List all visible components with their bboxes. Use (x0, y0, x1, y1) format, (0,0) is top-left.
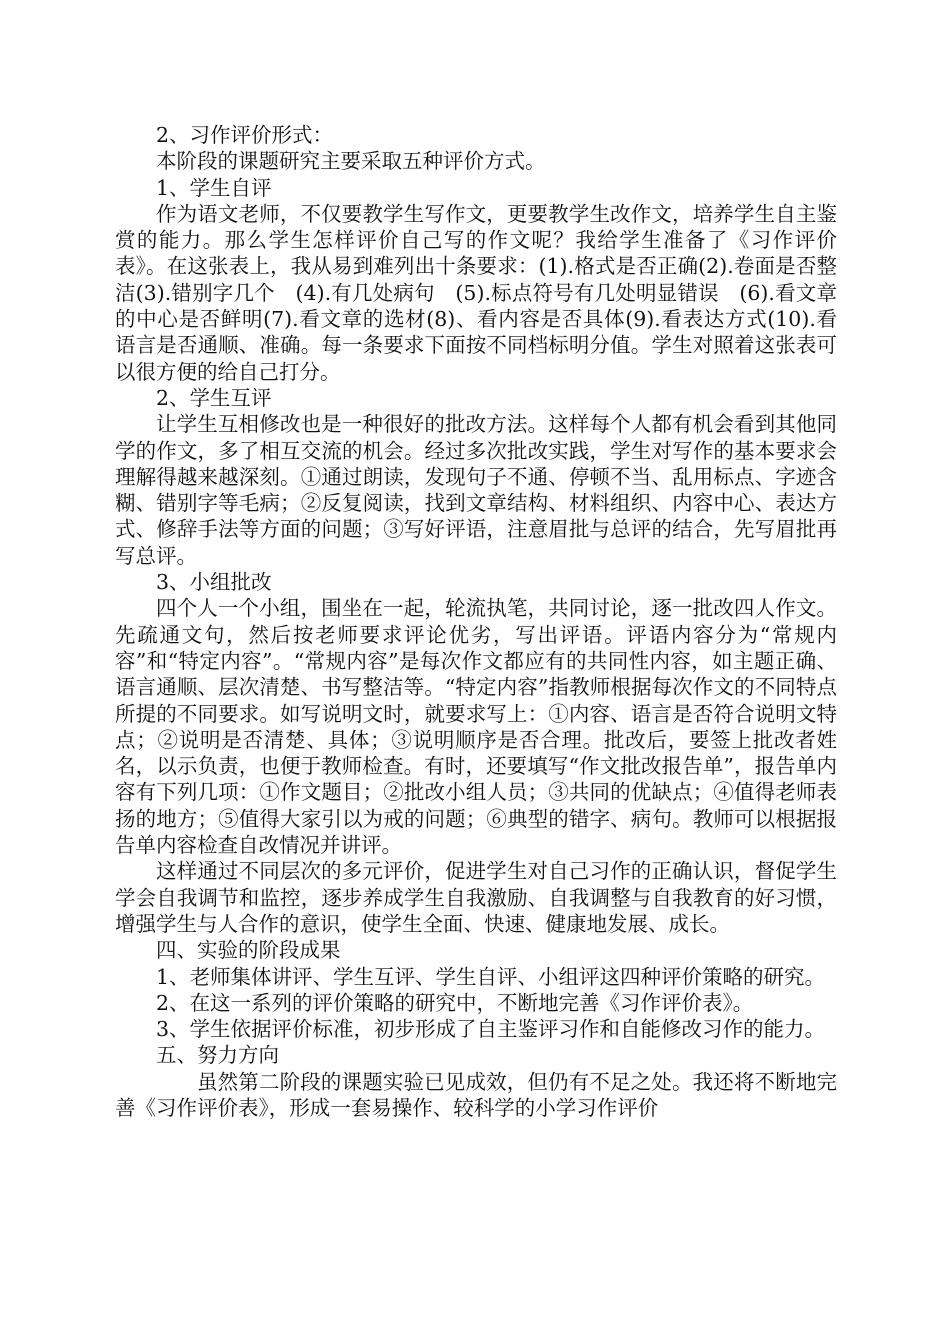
paragraph-direction: 虽然第二阶段的课题实验已见成效，但仍有不足之处。我还将不断地完善《习作评价表》，形成一套易操作、较科学的小学习作评价 (115, 1069, 837, 1120)
section-heading-direction: 五、努力方向 (156, 1043, 279, 1068)
paragraph-summary: 这样通过不同层次的多元评价，促进学生对自己习作的正确认识，督促学生学会自我调节和监控，逐步养成学生自我激励、自我调整与自我教育的好习惯，增强学生与人合作的意识，使学生全面、快速、健康地发展、成长。 (115, 859, 837, 936)
subheading-peer-evaluation: 2、学生互评 (156, 385, 272, 410)
paragraph-group-correction: 四个人一个小组，围坐在一起，轮流执笔，共同讨论，逐一批改四人作文。先疏通文句，然后按老师要求评论优劣，写出评语。评语内容分为“常规内容”和“特定内容”。“常规内容”是每次作文都应有的共同性内容，如主题正确、语言通顺、层次清楚、书写整洁等。“特定内容”指教师根据每次作文的不同特点所提的不同要求。如写说明文时，就要求写上：①内容、语言是否符合说明文特点；②说明是否清楚、具体；③说明顺序是否合理。批改后，要签上批改者姓名，以示负责，也便于教师检查。有时，还要填写“作文批改报告单”，报告单内容有下列几项：①作文题目；②批改小组人员；③共同的优缺点；④值得老师表扬的地方；⑤值得大家引以为戒的问题；⑥典型的错字、病句。教师可以根据报告单内容检查自改情况并讲评。 (115, 596, 837, 858)
result-item-3: 3、学生依据评价标准，初步形成了自主鉴评习作和自能修改习作的能力。 (156, 1017, 826, 1042)
result-item-1: 1、老师集体讲评、学生互评、学生自评、小组评这四种评价策略的研究。 (156, 964, 826, 989)
subheading-self-evaluation: 1、学生自评 (156, 175, 272, 200)
section-heading-evaluation-forms: 2、习作评价形式： (156, 123, 334, 147)
paragraph-self-evaluation: 作为语文老师，不仅要教学生写作文，更要教学生改作文，培养学生自主鉴赏的能力。那么学生怎样评价自己写的作文呢？我给学生准备了《习作评价表》。在这张表上，我从易到难列出十条要求：(1).格式是否正确(2).卷面是否整洁(3).错别字几个 (4).有几处病句 (5).标点符号有几处明显错误 (6).看文章的中心是否鲜明(7).看文章的选材(8)、看内容是否具体(9).看表达方式(10).看语言是否通顺、准确。每一条要求下面按不同档标明分值。学生对照着这张表可以很方便的给自己打分。 (115, 201, 837, 384)
subheading-group-correction: 3、小组批改 (156, 570, 272, 595)
paragraph-intro: 本阶段的课题研究主要采取五种评价方式。 (156, 149, 546, 174)
paragraph-peer-evaluation: 让学生互相修改也是一种很好的批改方法。这样每个人都有机会看到其他同学的作文，多了相互交流的机会。经过多次批改实践，学生对写作的基本要求会理解得越来越深刻。①通过朗读，发现句子不通、停顿不当、乱用标点、字迹含糊、错别字等毛病；②反复阅读，找到文章结构、材料组织、内容中心、表达方式、修辞手法等方面的问题；③写好评语，注意眉批与总评的结合，先写眉批再写总评。 (115, 412, 837, 568)
section-heading-results: 四、实验的阶段成果 (156, 938, 341, 963)
document-body (115, 122, 837, 1121)
result-item-2: 2、在这一系列的评价策略的研究中，不断地完善《习作评价表》。 (156, 990, 754, 1015)
